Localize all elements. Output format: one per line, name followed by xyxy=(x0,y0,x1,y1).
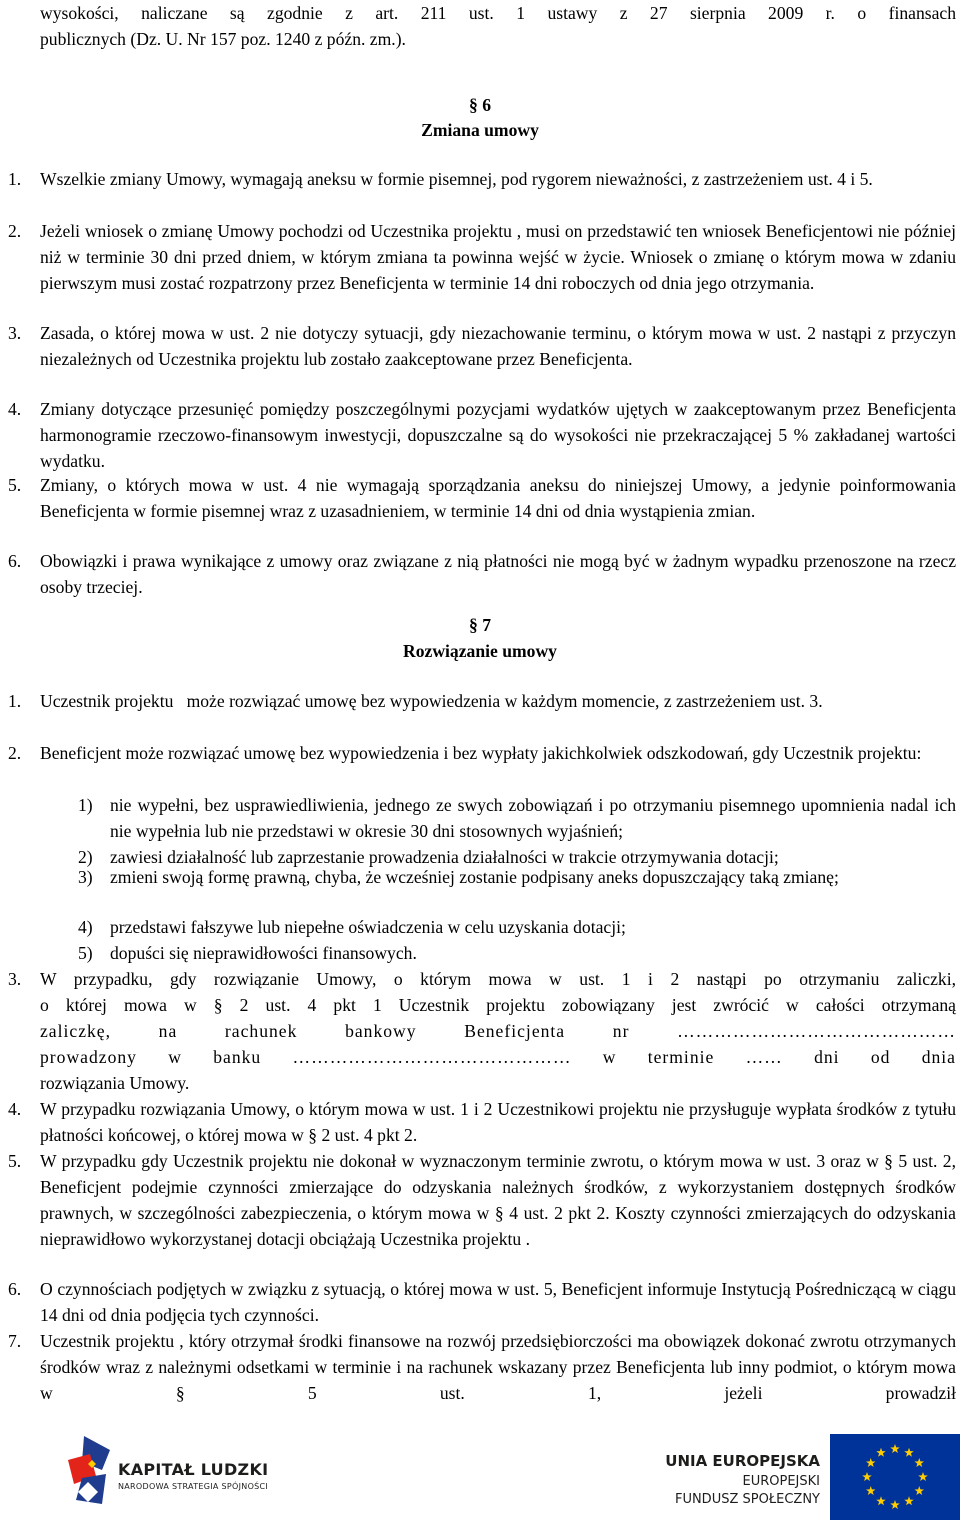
s7-item-3-line-4: prowadzony w banku ……………………………………… w terminie …… dni od dnia xyxy=(40,1047,956,1067)
s7-item-1-text: Uczestnik projektu może rozwiązać umowę bez wypowiedzenia w każdym momencie, z zastrzeżeniem ust. 3. xyxy=(40,691,823,711)
eu-line-3: FUNDUSZ SPOŁECZNY xyxy=(674,1492,820,1507)
s7-subitem-1-text: nie wypełni, bez usprawiedliwienia, jednego ze swych zobowiązań i po otrzymaniu pisemnego upomnienia nadal ich nie wypełnia lub nie przedstawi w okresie 30 dni stosownych wyjaśnień; xyxy=(110,795,956,841)
s7-subitem-2-text: zawiesi działalność lub zaprzestanie prowadzenia działalności w trakcie otrzymywania dotacji; xyxy=(110,847,779,867)
s7-subitem-1-num: 1) xyxy=(78,795,93,815)
eu-line-1: UNIA EUROPEJSKA xyxy=(665,1452,820,1470)
intro-line-2: publicznych (Dz. U. Nr 157 poz. 1240 z późn. zm.). xyxy=(40,29,406,49)
s7-item-1-num: 1. xyxy=(8,691,22,711)
s7-item-2-num: 2. xyxy=(8,743,22,763)
eu-line-2: EUROPEJSKI xyxy=(742,1474,820,1489)
s7-subitem-3-num: 3) xyxy=(78,867,93,887)
s7-subitem-4-num: 4) xyxy=(78,917,93,937)
section-7-number: § 7 xyxy=(469,615,491,635)
s7-item-3-num: 3. xyxy=(8,969,22,989)
s6-item-4-text: Zmiany dotyczące przesunięć pomiędzy poszczególnymi pozycjami wydatków ujętych w zaakceptowanym przez Beneficjenta harmonogramie rzeczowo-finansowym inwestycji, dopuszczalne są do wysokości nie przekraczającej 5 % zakładanej wartości wydatku. xyxy=(40,399,956,471)
s7-item-3-line-2: o której mowa w § 2 ust. 4 pkt 1 Uczestnik projektu zobowiązany jest zwrócić w całości otrzymaną xyxy=(40,995,956,1015)
s7-item-6-num: 6. xyxy=(8,1279,22,1299)
s7-subitem-4-text: przedstawi fałszywe lub niepełne oświadczenia w celu uzyskania dotacji; xyxy=(110,917,626,937)
s7-item-6-text: O czynnościach podjętych w związku z sytuacją, o której mowa w ust. 5, Beneficjent informuje Instytucją Pośredniczącą w ciągu 14 dni od dnia podjęcia tych czynności. xyxy=(40,1279,956,1325)
s6-item-4-num: 4. xyxy=(8,399,22,419)
s6-item-2-text: Jeżeli wniosek o zmianę Umowy pochodzi od Uczestnika projektu , musi on przedstawić ten wniosek Beneficjentowi nie później niż w terminie 30 dni przed dniem, w którym zmiana ta powinna wejść w życie. Wniosek o zmianę o którym mowa w zdaniu pierwszym musi zostać rozpatrzony przez Beneficjenta w terminie 14 dni roboczych od dnia jego otrzymania. xyxy=(40,221,956,293)
s7-item-3-line-3: zaliczkę, na rachunek bankowy Beneficjenta nr ……………………………………… xyxy=(40,1021,956,1041)
s6-item-6-text: Obowiązki i prawa wynikające z umowy oraz związane z nią płatności nie mogą być w żadnym wypadku przenoszone na rzecz osoby trzeciej. xyxy=(40,551,956,597)
s7-item-7-text: Uczestnik projektu , który otrzymał środki finansowe na rozwój przedsiębiorczości ma obowiązek dokonać zwrotu otrzymanych środków wraz z należnymi odsetkami w terminie i na rachunek wskazany przez Beneficjenta lub inny podmiot, o którym mowa w § 5 ust. 1, jeżeli prowadził xyxy=(40,1331,956,1403)
kapital-ludzki-emblem-icon xyxy=(62,1430,122,1522)
s7-subitem-5-text: dopuści się nieprawidłowości finansowych. xyxy=(110,943,417,963)
s7-item-2-text: Beneficjent może rozwiązać umowę bez wypowiedzenia i bez wypłaty jakichkolwiek odszkodowań, gdy Uczestnik projektu: xyxy=(40,743,922,763)
s7-item-4-num: 4. xyxy=(8,1099,22,1119)
s6-item-1-num: 1. xyxy=(8,169,22,189)
kapital-ludzki-subtitle: NARODOWA STRATEGIA SPÓJNOŚCI xyxy=(118,1482,269,1491)
section-7-title: Rozwiązanie umowy xyxy=(403,641,557,661)
s6-item-3-num: 3. xyxy=(8,323,22,343)
section-6-number: § 6 xyxy=(469,95,491,115)
s6-item-6-num: 6. xyxy=(8,551,22,571)
kapital-ludzki-logo xyxy=(62,1430,302,1522)
s7-item-7-num: 7. xyxy=(8,1331,22,1351)
s7-item-5-num: 5. xyxy=(8,1151,22,1171)
s6-item-5-text: Zmiany, o których mowa w ust. 4 nie wymagają sporządzania aneksu do niniejszej Umowy, a jedynie poinformowania Beneficjenta w formie pisemnej wraz z uzasadnieniem, w terminie 14 dni od dnia wystąpienia zmian. xyxy=(40,475,956,521)
s7-subitem-2-num: 2) xyxy=(78,847,93,867)
s7-item-5-text: W przypadku gdy Uczestnik projektu nie dokonał w wyznaczonym terminie zwrotu, o którym mowa w ust. 3 oraz w § 5 ust. 2, Beneficjent podejmie czynności zmierzające do odzyskania należnych środków, z wykorzystaniem dostępnych środków prawnych, w szczególności zabezpieczenia, o którym mowa w § 4 ust. 2 pkt 2. Koszty czynności zmierzających do odzyskania nieprawidłowo wykorzystanej dotacji obciążają Uczestnika projektu . xyxy=(40,1151,956,1249)
s6-item-5-num: 5. xyxy=(8,475,22,495)
s6-item-2-num: 2. xyxy=(8,221,22,241)
s6-item-1-text: Wszelkie zmiany Umowy, wymagają aneksu w formie pisemnej, pod rygorem nieważności, z zastrzeżeniem ust. 4 i 5. xyxy=(40,169,873,189)
s7-item-3-line-1: W przypadku, gdy rozwiązanie Umowy, o którym mowa w ust. 1 i 2 nastąpi po otrzymaniu zaliczki, xyxy=(40,969,956,989)
kapital-ludzki-title: KAPITAŁ LUDZKI xyxy=(118,1460,269,1479)
eu-logo xyxy=(665,1430,960,1522)
s7-item-4-text: W przypadku rozwiązania Umowy, o którym mowa w ust. 1 i 2 Uczestnikowi projektu nie przysługuje wypłata środków z tytułu płatności końcowej, o której mowa w § 2 ust. 4 pkt 2. xyxy=(40,1099,956,1145)
s6-item-3-text: Zasada, o której mowa w ust. 2 nie dotyczy sytuacji, gdy niezachowanie terminu, o którym mowa w ust. 2 nastąpi z przyczyn niezależnych od Uczestnika projektu lub zostało zaakceptowane przez Beneficjenta. xyxy=(40,323,956,369)
s7-subitem-5-num: 5) xyxy=(78,943,93,963)
section-6-title: Zmiana umowy xyxy=(421,120,539,140)
footer-logos xyxy=(0,1430,960,1530)
eu-flag-icon xyxy=(830,1434,960,1520)
s7-subitem-3-text: zmieni swoją formę prawną, chyba, że wcześniej zostanie podpisany aneks dopuszczający taką zmianę; xyxy=(110,867,839,887)
intro-line-1: wysokości, naliczane są zgodnie z art. 211 ust. 1 ustawy z 27 sierpnia 2009 r. o finansach xyxy=(40,3,956,23)
s7-item-3-line-5: rozwiązania Umowy. xyxy=(40,1073,190,1093)
